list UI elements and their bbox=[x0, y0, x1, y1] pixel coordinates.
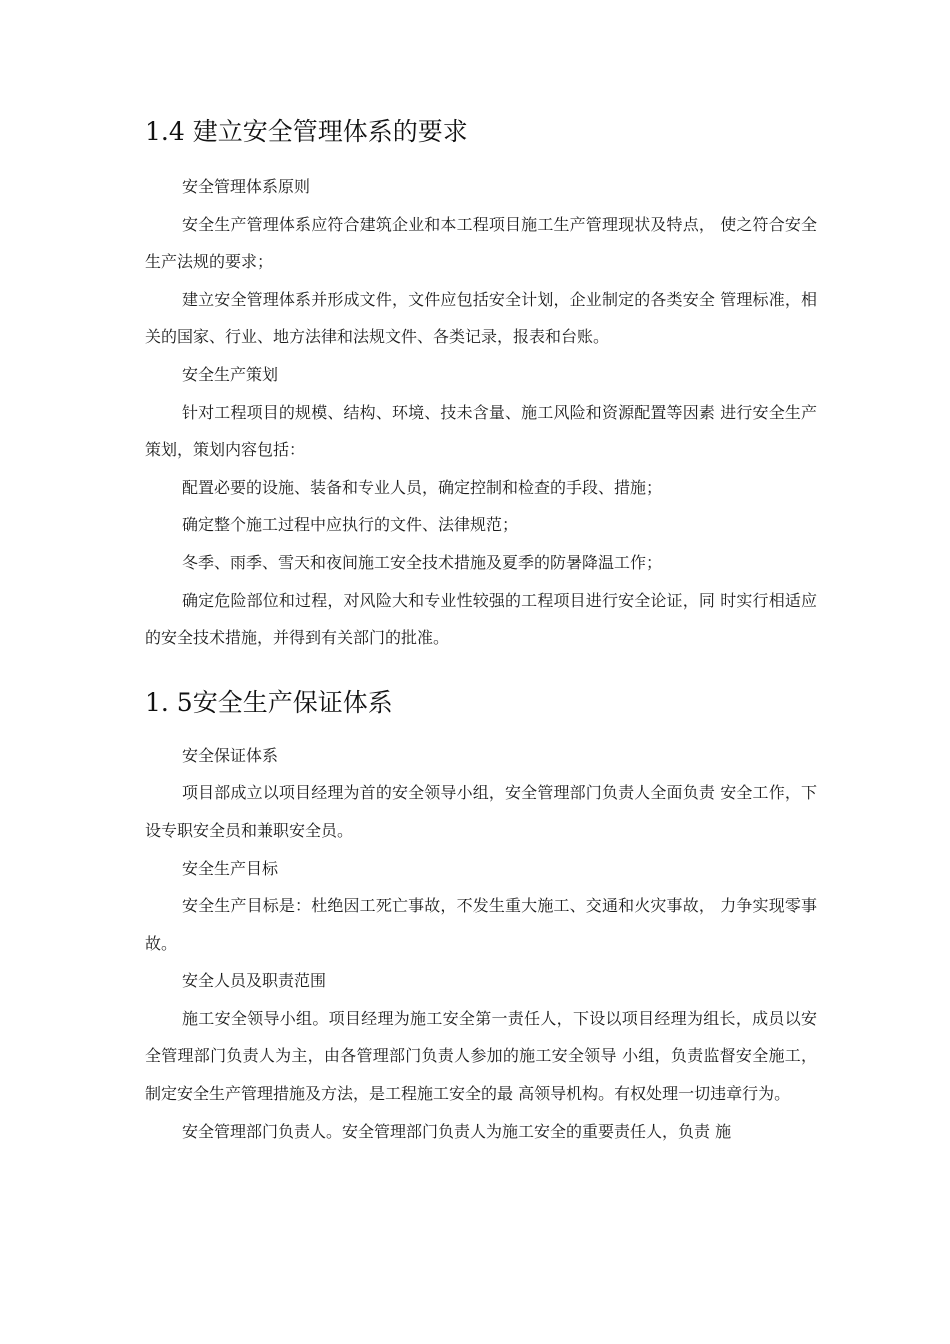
section-heading-1-5: 1. 5安全生产保证体系 bbox=[145, 687, 393, 717]
paragraph: 针对工程项目的规模、结构、环境、技未含量、施工风险和资源配置等因素 进行安全生产策划，策划内容包括： bbox=[145, 402, 817, 460]
paragraph: 施工安全领导小组。项目经理为施工安全第一责任人，下设以项目经理为组长，成员以安全管理部门负责人为主，由各管理部门负责人参加的施工安全领导 小组，负责监督安全施工，制定安全生产管理措施及方法，是工程施工安全的最 高领导机构。有权处理一切违章行为。 bbox=[145, 1008, 817, 1104]
paragraph-safety-planning: 安全生产策划 bbox=[182, 364, 279, 384]
paragraph-safety-goals: 安全生产目标 bbox=[182, 858, 279, 878]
section-heading-1-4: 1.4 建立安全管理体系的要求 bbox=[145, 117, 468, 146]
paragraph-safety-assurance-system: 安全保证体系 bbox=[182, 745, 279, 765]
document-page bbox=[145, 112, 817, 1150]
paragraph: 配置必要的设施、装备和专业人员，确定控制和检查的手段、措施； bbox=[182, 477, 663, 497]
paragraph: 安全生产目标是：杜绝因工死亡事故，不发生重大施工、交通和火灾事故， 力争实现零事故。 bbox=[145, 896, 817, 953]
paragraph: 确定危险部位和过程，对风险大和专业性较强的工程项目进行安全论证，同 时实行相适应的安全技术措施，并得到有关部门的批准。 bbox=[145, 590, 817, 648]
paragraph: 建立安全管理体系并形成文件，文件应包括安全计划，企业制定的各类安全 管理标准，相关的国家、行业、地方法律和法规文件、各类记录，报表和台账。 bbox=[145, 289, 817, 347]
paragraph: 项目部成立以项目经理为首的安全领导小组，安全管理部门负责人全面负责 安全工作，下设专职安全员和兼职安全员。 bbox=[145, 783, 817, 840]
paragraph: 安全生产管理体系应符合建筑企业和本工程项目施工生产管理现状及特点， 使之符合安全生产法规的要求； bbox=[145, 214, 817, 272]
paragraph-safety-personnel: 安全人员及职责范围 bbox=[182, 971, 327, 991]
paragraph-safety-system-principles: 安全管理体系原则 bbox=[182, 177, 311, 196]
paragraph: 安全管理部门负责人。安全管理部门负责人为施工安全的重要责任人，负责 施 bbox=[182, 1121, 732, 1141]
paragraph: 冬季、雨季、雪天和夜间施工安全技术措施及夏季的防暑降温工作； bbox=[182, 552, 663, 572]
paragraph: 确定整个施工过程中应执行的文件、法律规范； bbox=[182, 515, 519, 535]
